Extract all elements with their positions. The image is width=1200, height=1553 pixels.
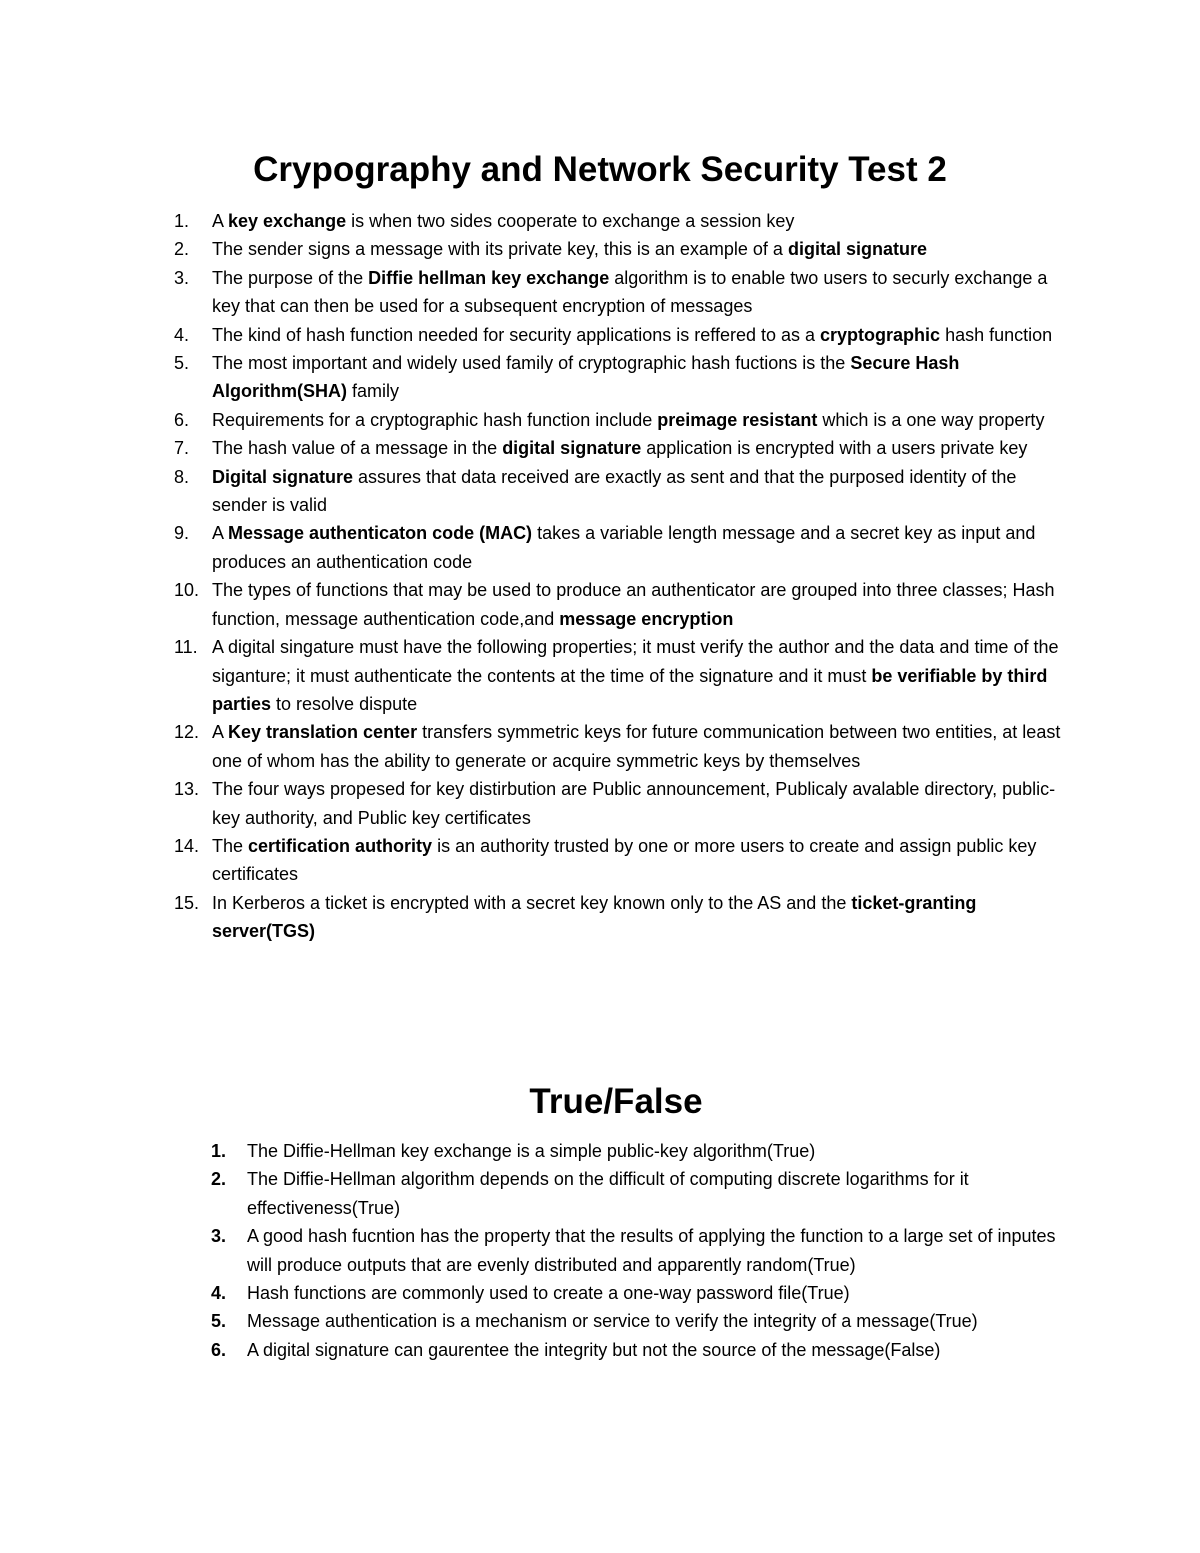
list-item-number: 5. — [211, 1311, 227, 1332]
list-item — [174, 889, 1072, 946]
list-item — [174, 207, 1072, 235]
list-item-number: 12. — [174, 722, 200, 743]
list-item-number: 4. — [211, 1283, 227, 1304]
question-text: The — [212, 835, 249, 856]
list-item — [211, 1307, 1077, 1335]
question-text: algorithm is to enable two users to securly exchange a key that can then be used for a subsequent encryption of messages — [212, 267, 1048, 317]
true-false-heading: True/False — [529, 1082, 703, 1121]
answer-text: preimage resistant — [657, 409, 818, 430]
list-item — [211, 1336, 1077, 1364]
answer-text: Digital signature — [212, 466, 354, 487]
question-text: In Kerberos a ticket is encrypted with a secret key known only to the AS and the — [212, 892, 852, 913]
question-text: A — [212, 722, 229, 743]
question-text: The hash value of a message in the — [212, 438, 503, 459]
statement-text: Message authentication is a mechanism or service to verify the integrity of a message(True) — [247, 1311, 978, 1332]
list-item-number: 1. — [211, 1141, 227, 1161]
answer-text: Diffie hellman key exchange — [368, 267, 610, 288]
question-text: to resolve dispute — [271, 693, 418, 714]
list-item-number: 5. — [174, 353, 190, 374]
statement-text: The Diffie-Hellman key exchange is a simple public-key algorithm(True) — [247, 1141, 816, 1161]
statement-text: The Diffie-Hellman algorithm depends on the difficult of computing discrete logarithms for it effectiveness(True) — [247, 1169, 969, 1218]
list-item-number: 3. — [174, 267, 190, 288]
question-text: A — [212, 211, 229, 231]
list-item-number: 13. — [174, 779, 200, 800]
question-text: The purpose of the — [212, 267, 369, 288]
question-text: which is a one way property — [817, 409, 1045, 430]
answer-text: message encryption — [559, 608, 734, 629]
list-item — [174, 718, 1072, 775]
list-item-number: 6. — [174, 409, 190, 430]
list-item — [211, 1279, 1077, 1307]
answer-text: ticket-granting server(TGS) — [212, 892, 977, 942]
fill-in-question-list — [174, 207, 1072, 946]
list-item — [174, 633, 1072, 718]
list-item-number: 1. — [174, 211, 190, 231]
list-item — [174, 463, 1072, 520]
list-item-number: 11. — [174, 637, 198, 658]
question-text: is when two sides cooperate to exchange a session key — [346, 211, 795, 231]
list-item-number: 3. — [211, 1226, 227, 1247]
list-item-number: 8. — [174, 466, 190, 487]
question-text: transfers symmetric keys for future communication between two entities, at least one of whom has the ability to generate or acquire symmetric keys by themselves — [212, 722, 1061, 771]
list-item-number: 9. — [174, 523, 190, 544]
answer-text: be verifiable by third parties — [212, 665, 1048, 714]
list-item — [174, 434, 1072, 462]
answer-text: Key translation center — [228, 722, 418, 743]
question-text: The most important and widely used family of cryptographic hash fuctions is the — [212, 353, 851, 374]
list-item-number: 4. — [174, 324, 190, 345]
list-item — [211, 1222, 1077, 1279]
question-text: assures that data received are exactly as sent and that the purposed identity of the sender is valid — [212, 466, 1017, 516]
list-item — [174, 349, 1072, 406]
question-text: The sender signs a message with its private key, this is an example of a — [212, 239, 788, 260]
answer-text: cryptographic — [820, 324, 941, 345]
question-text: A — [212, 523, 229, 544]
list-item — [211, 1137, 1077, 1165]
answer-text: Message authenticaton code (MAC) — [228, 523, 533, 544]
statement-text: A good hash fucntion has the property that the results of applying the function to a large set of inputes will produce outputs that are evenly distributed and apparently random(True) — [247, 1226, 1056, 1275]
list-item-number: 2. — [174, 239, 190, 260]
list-item — [174, 832, 1072, 889]
list-item — [174, 264, 1072, 321]
question-text: The kind of hash function needed for security applications is reffered to as a — [212, 324, 821, 345]
list-item-number: 10. — [174, 580, 200, 601]
list-item-number: 2. — [211, 1169, 227, 1190]
question-text: The four ways propesed for key distirbution are Public announcement, Publicaly avalable directory, public-key authority, and Public key certificates — [212, 779, 1056, 828]
answer-text: digital signature — [502, 438, 642, 459]
true-false-question-list — [211, 1137, 1077, 1364]
list-item — [174, 321, 1072, 349]
list-item-number: 14. — [174, 835, 200, 856]
question-text: is an authority trusted by one or more users to create and assign public key certificates — [212, 835, 1037, 885]
list-item — [174, 576, 1072, 633]
question-text: The types of functions that may be used to produce an authenticator are grouped into three classes; Hash function, message authentication code,and — [212, 580, 1055, 629]
list-item-number: 15. — [174, 892, 200, 913]
list-item — [174, 519, 1072, 576]
list-item — [174, 406, 1072, 434]
question-text: takes a variable length message and a secret key as input and produces an authentication code — [212, 523, 1036, 572]
statement-text: Hash functions are commonly used to create a one-way password file(True) — [247, 1283, 850, 1304]
question-text: hash function — [940, 324, 1053, 345]
answer-text: digital signature — [787, 239, 927, 260]
question-text: application is encrypted with a users private key — [641, 438, 1028, 459]
page-title: Crypography and Network Security Test 2 — [253, 150, 947, 189]
list-item — [174, 235, 1072, 263]
statement-text: A digital signature can gaurentee the integrity but not the source of the message(False) — [247, 1339, 941, 1360]
question-text: family — [346, 381, 399, 402]
question-text: Requirements for a cryptographic hash function include — [212, 409, 658, 430]
list-item-number: 7. — [174, 438, 190, 459]
question-text: A digital singature must have the following properties; it must verify the author and the data and time of the siganture; it must authenticate the contents at the time of the signature and it must — [212, 637, 1059, 686]
answer-text: key exchange — [228, 211, 347, 231]
list-item — [174, 775, 1072, 832]
answer-text: certification authority — [248, 835, 433, 856]
answer-text: Secure Hash Algorithm(SHA) — [212, 353, 960, 402]
list-item — [211, 1165, 1077, 1222]
list-item-number: 6. — [211, 1339, 227, 1360]
